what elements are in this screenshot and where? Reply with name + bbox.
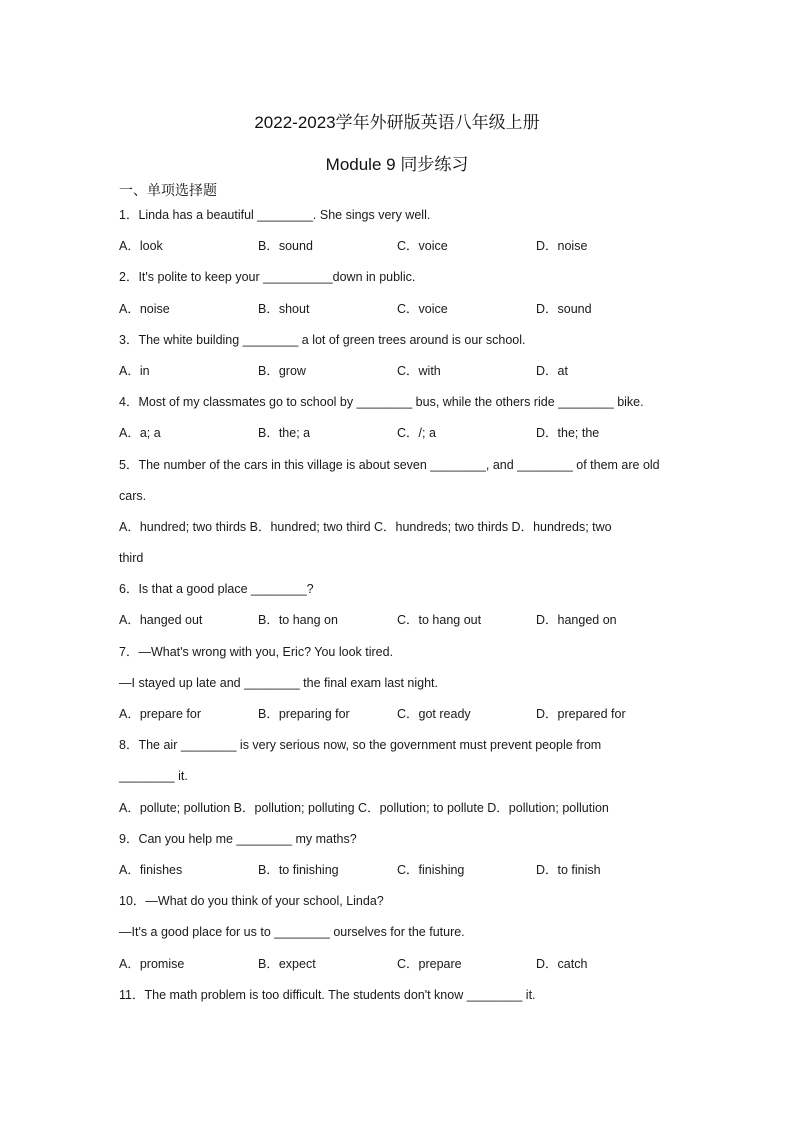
answer-option: A．look (119, 239, 163, 254)
question-item (119, 205, 679, 267)
question-text-line: 3．The white building ________ a lot of green trees around is our school. (119, 332, 526, 347)
question-text-line: 6．Is that a good place ________? (119, 582, 314, 597)
question-item (119, 642, 679, 736)
section-heading: 一、单项选择题 (119, 182, 217, 198)
question-list (119, 205, 679, 1016)
answer-option: D．hanged on (536, 613, 617, 628)
options-row (119, 704, 679, 735)
answer-option: C．with (397, 363, 441, 378)
question-text-line: A．pollute; pollution B．pollution; polluting C．pollution; to pollute D．pollution; pollution (119, 800, 609, 815)
document-subtitle: Module 9 同步练习 (325, 155, 469, 174)
answer-option: D．to finish (536, 862, 601, 877)
answer-option: C．voice (397, 239, 448, 254)
question-text-line: ________ it. (119, 769, 188, 784)
answer-option: A．noise (119, 301, 170, 316)
answer-option: D．prepared for (536, 707, 626, 721)
answer-option: C．finishing (397, 862, 465, 877)
answer-option: A．finishes (119, 862, 183, 877)
answer-option: C．voice (397, 301, 448, 316)
question-text-line: cars. (119, 488, 147, 503)
options-row (119, 860, 679, 891)
question-item (119, 891, 679, 985)
document-title: 2022-2023学年外研版英语八年级上册 (254, 113, 540, 132)
question-text-line: 2．It's polite to keep your __________down in public. (119, 270, 416, 285)
question-text-line: 5．The number of the cars in this village is about seven ________, and ________ of them are old (119, 457, 660, 472)
answer-option: D．the; the (536, 426, 600, 441)
question-item (119, 392, 679, 454)
question-text-line: 9．Can you help me ________ my maths? (119, 831, 357, 846)
question-text-line: 4．Most of my classmates go to school by ________ bus, while the others ride ________ bike. (119, 395, 644, 410)
question-item (119, 267, 679, 329)
answer-option: A．prepare for (119, 707, 201, 721)
answer-option: A．in (119, 363, 150, 378)
answer-option: B．the; a (258, 426, 311, 441)
options-row (119, 610, 679, 641)
options-row (119, 299, 679, 330)
question-text-line: 1．Linda has a beautiful ________. She sings very well. (119, 208, 431, 222)
question-text-line: —I stayed up late and ________ the final exam last night. (119, 675, 438, 690)
answer-option: C．/; a (397, 426, 436, 441)
answer-option: D．catch (536, 956, 588, 971)
question-text-line: —It's a good place for us to ________ ourselves for the future. (119, 925, 465, 940)
question-item (119, 829, 679, 891)
question-text-line: A．hundred; two thirds B．hundred; two third C．hundreds; two thirds D．hundreds; two (119, 519, 612, 534)
answer-option: C．to hang out (397, 613, 482, 628)
options-row (119, 361, 679, 392)
options-row (119, 236, 679, 267)
answer-option: D．at (536, 363, 568, 378)
question-item (119, 455, 679, 580)
answer-option: A．promise (119, 956, 185, 971)
question-text-line: 8．The air ________ is very serious now, so the government must prevent people from (119, 738, 602, 753)
question-item (119, 330, 679, 392)
answer-option: A．a; a (119, 426, 161, 441)
answer-option: B．grow (258, 363, 306, 378)
answer-option: B．preparing for (258, 707, 350, 721)
options-row (119, 423, 679, 454)
answer-option: B．to hang on (258, 613, 338, 628)
answer-option: C．got ready (397, 707, 471, 721)
answer-option: B．expect (258, 956, 316, 971)
question-text-line: 7．—What's wrong with you, Eric? You look tired. (119, 644, 394, 659)
question-item (119, 735, 679, 829)
answer-option: D．sound (536, 301, 592, 316)
question-text-line: 11．The math problem is too difficult. The students don't know ________ it. (119, 987, 536, 1002)
question-item (119, 985, 679, 1016)
options-row (119, 954, 679, 985)
answer-option: B．to finishing (258, 862, 339, 877)
answer-option: A．hanged out (119, 613, 203, 628)
question-item (119, 579, 679, 641)
answer-option: B．sound (258, 239, 313, 254)
question-text-line: third (119, 551, 144, 566)
question-text-line: 10．—What do you think of your school, Linda? (119, 894, 384, 909)
answer-option: B．shout (258, 301, 310, 316)
answer-option: D．noise (536, 239, 588, 254)
answer-option: C．prepare (397, 956, 462, 971)
